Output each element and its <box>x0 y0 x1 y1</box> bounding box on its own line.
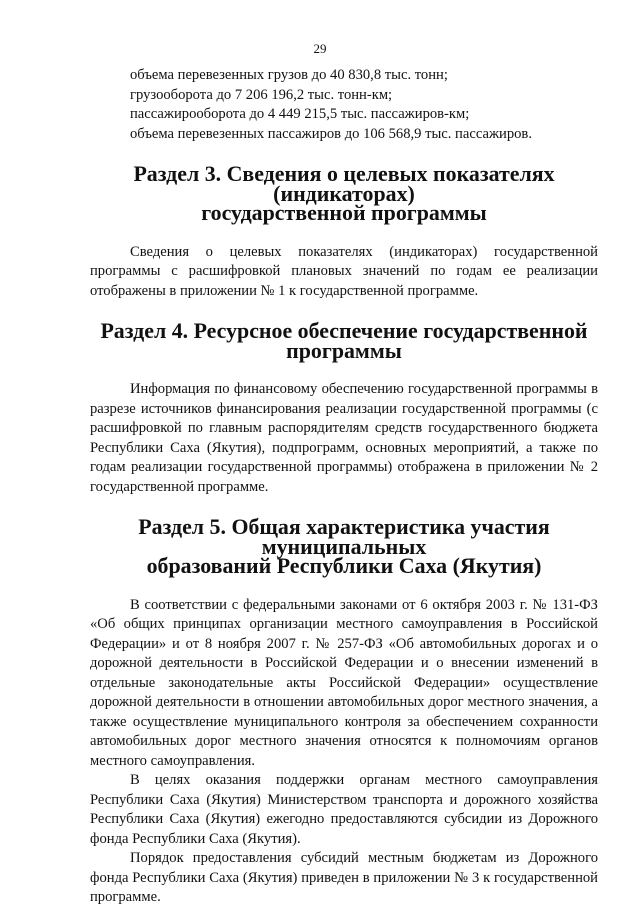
section-4-paragraph: Информация по финансовому обеспечению государственной программы в разрезе источников финансирования реализации государственной программы (с расшифровкой по главным распорядителям средств государственного бюджета Республики Саха (Якутия), подпрограмм, основных мероприятий, а также по годам реализации государственной программы) отображена в приложении № 2 государственной программе. <box>90 381 598 495</box>
section-4 <box>90 318 598 497</box>
section-5 <box>90 514 598 908</box>
intro-line-cargo-volume: объема перевезенных грузов до 40 830,8 тыс. тонн; <box>130 67 448 83</box>
section-5-heading-line-1: Раздел 5. Общая характеристика участия муниципальных <box>138 514 550 559</box>
page-number: 29 <box>313 41 327 56</box>
section-3-paragraph: Сведения о целевых показателях (индикаторах) государственной программы с расшифровкой плановых значений по годам ее реализации отображены в приложении № 1 к государственной программе. <box>90 243 598 299</box>
section-5-heading-line-2: образований Республики Саха (Якутия) <box>146 553 542 578</box>
section-5-paragraph-3: Порядок предоставления субсидий местным бюджетам из Дорожного фонда Республики Саха (Якутия) приведен в приложении № 3 к государственной программе. <box>90 850 598 905</box>
section-3-heading <box>90 161 598 225</box>
intro-line-passenger-volume: объема перевезенных пассажиров до 106 568,9 тыс. пассажиров. <box>130 125 532 142</box>
intro-line-passenger-turnover: пассажирооборота до 4 449 215,5 тыс. пассажиров-км; <box>130 106 470 122</box>
section-5-paragraph-2: В целях оказания поддержки органам местного самоуправления Республики Саха (Якутия) Министерством транспорта и дорожного хозяйства Республики Саха (Якутия) ежегодно предоставляются субсидии из Дорожного фонда Республики Саха (Якутия). <box>90 772 598 847</box>
section-3-heading-line-1: Раздел 3. Сведения о целевых показателях (индикаторах) <box>133 161 555 206</box>
document-body <box>90 66 598 908</box>
section-4-heading: Раздел 4. Ресурсное обеспечение государственной программы <box>100 318 588 363</box>
intro-line-cargo-turnover: грузооборота до 7 206 196,2 тыс. тонн-км; <box>130 86 393 103</box>
section-5-paragraph-1: В соответствии с федеральными законами от 6 октября 2003 г. № 131-ФЗ «Об общих принципах организации местного самоуправления в Российской Федерации» и от 8 ноября 2007 г. № 257-ФЗ «Об автомобильных дорогах и о дорожной деятельности в Российской Федерации и о внесении изменений в отдельные законодательные акты Российской Федерации» осуществление дорожной деятельности в отношении автомобильных дорог местного значения, а также осуществление муниципального контроля за обеспечением сохранности автомобильных дорог местного значения относятся к полномочиям органов местного самоуправления. <box>90 596 598 769</box>
section-5-heading <box>90 514 598 578</box>
section-3 <box>90 161 598 301</box>
section-3-heading-line-2: государственной программы <box>201 200 487 225</box>
intro-list <box>90 66 598 144</box>
